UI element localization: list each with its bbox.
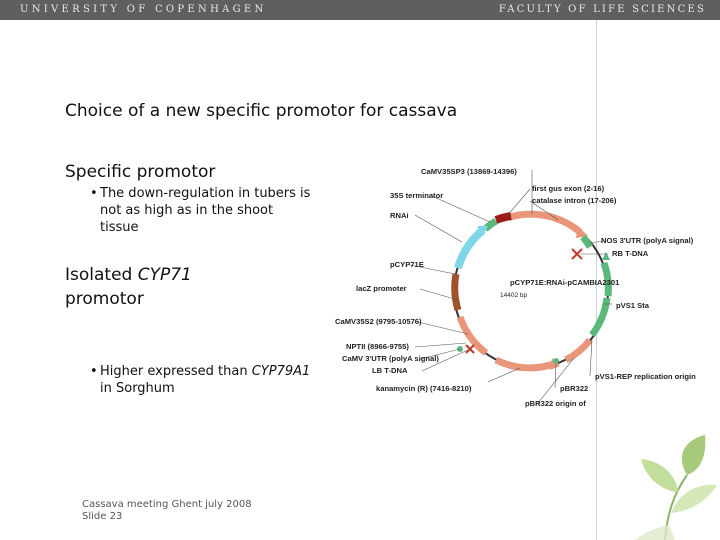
label-lacz-promoter: lacZ promoter — [356, 284, 407, 293]
feature-camv35s2 — [460, 317, 486, 353]
label-first-gus-exon: first gus exon (2-16) — [532, 184, 605, 193]
label-pbr322: pBR322 — [560, 384, 589, 393]
feature-kanamycin — [496, 360, 554, 368]
university-name: UNIVERSITY OF COPENHAGEN — [20, 4, 267, 15]
bullet-down-regulation: • The down-regulation in tubers is not as high as in the shoot tissue — [90, 185, 315, 236]
feature-pbr322 — [566, 340, 590, 360]
label-pvs1-rep: pVS1-REP replication origin — [595, 372, 696, 381]
feature-arrowhead — [602, 252, 610, 260]
pbr322-marker — [553, 358, 559, 364]
bullet-tail: in Sorghum — [100, 381, 175, 396]
feature-pcyp71e — [455, 274, 458, 310]
feature-nos-utr — [583, 237, 590, 247]
label-lb-tdna: LB T-DNA — [372, 366, 408, 375]
label-kanamycin: kanamycin (R) (7416-8210) — [376, 384, 472, 393]
header-bar — [0, 0, 720, 20]
label-camv-utr: CaMV 3'UTR (polyA signal) — [342, 354, 439, 363]
label-pvs1-sta: pVS1 Sta — [616, 301, 649, 310]
label-nos-utr: NOS 3'UTR (polyA signal) — [601, 236, 694, 245]
feature-pvs1-rep — [592, 298, 607, 335]
plasmid-name: pCYP71E:RNAi-pCAMBIA2301 — [510, 278, 620, 287]
label-pbr322-origin: pBR322 origin of — [525, 399, 586, 408]
bullet-text: Higher expressed than — [100, 364, 252, 379]
plasmid-map — [320, 150, 720, 420]
section-heading-isolated-promotor — [65, 263, 285, 311]
plasmid-size: 14402 bp — [500, 292, 528, 299]
label-catalase-intron: catalase intron (17-206) — [532, 196, 617, 205]
section-heading-specific-promotor: Specific promotor — [65, 162, 216, 182]
label-rnai: RNAi — [390, 211, 409, 220]
feature-gus-exon — [496, 216, 511, 220]
feature-rnai — [458, 230, 483, 268]
bullet-higher-expressed — [90, 363, 320, 397]
label-camv35s2: CaMV35S2 (9795-10576) — [335, 317, 422, 326]
label-pcyp71e: pCYP71E — [390, 260, 424, 269]
label-camv35sp3: CaMV35SP3 (13869-14396) — [421, 167, 517, 176]
heading-prefix: Isolated — [65, 265, 138, 285]
faculty-name: FACULTY OF LIFE SCIENCES — [498, 4, 706, 15]
plant-sprout-icon — [595, 415, 720, 540]
label-rb-tdna: RB T-DNA — [612, 249, 649, 258]
footer-slide-number: Slide 23 — [82, 511, 123, 522]
label-nptii: NPTII (8966-9755) — [346, 342, 409, 351]
slide-title: Choice of a new specific promotor for cassava — [65, 101, 458, 121]
bullet-gene-name: CYP79A1 — [251, 364, 311, 379]
slide-footer — [82, 499, 252, 523]
footer-meeting: Cassava meeting Ghent july 2008 — [82, 499, 252, 510]
heading-gene-name: CYP71 — [137, 265, 192, 285]
heading-suffix: promotor — [65, 289, 144, 309]
feature-camv35sp3 — [510, 214, 580, 232]
label-35s-terminator: 35S terminator — [390, 191, 444, 200]
